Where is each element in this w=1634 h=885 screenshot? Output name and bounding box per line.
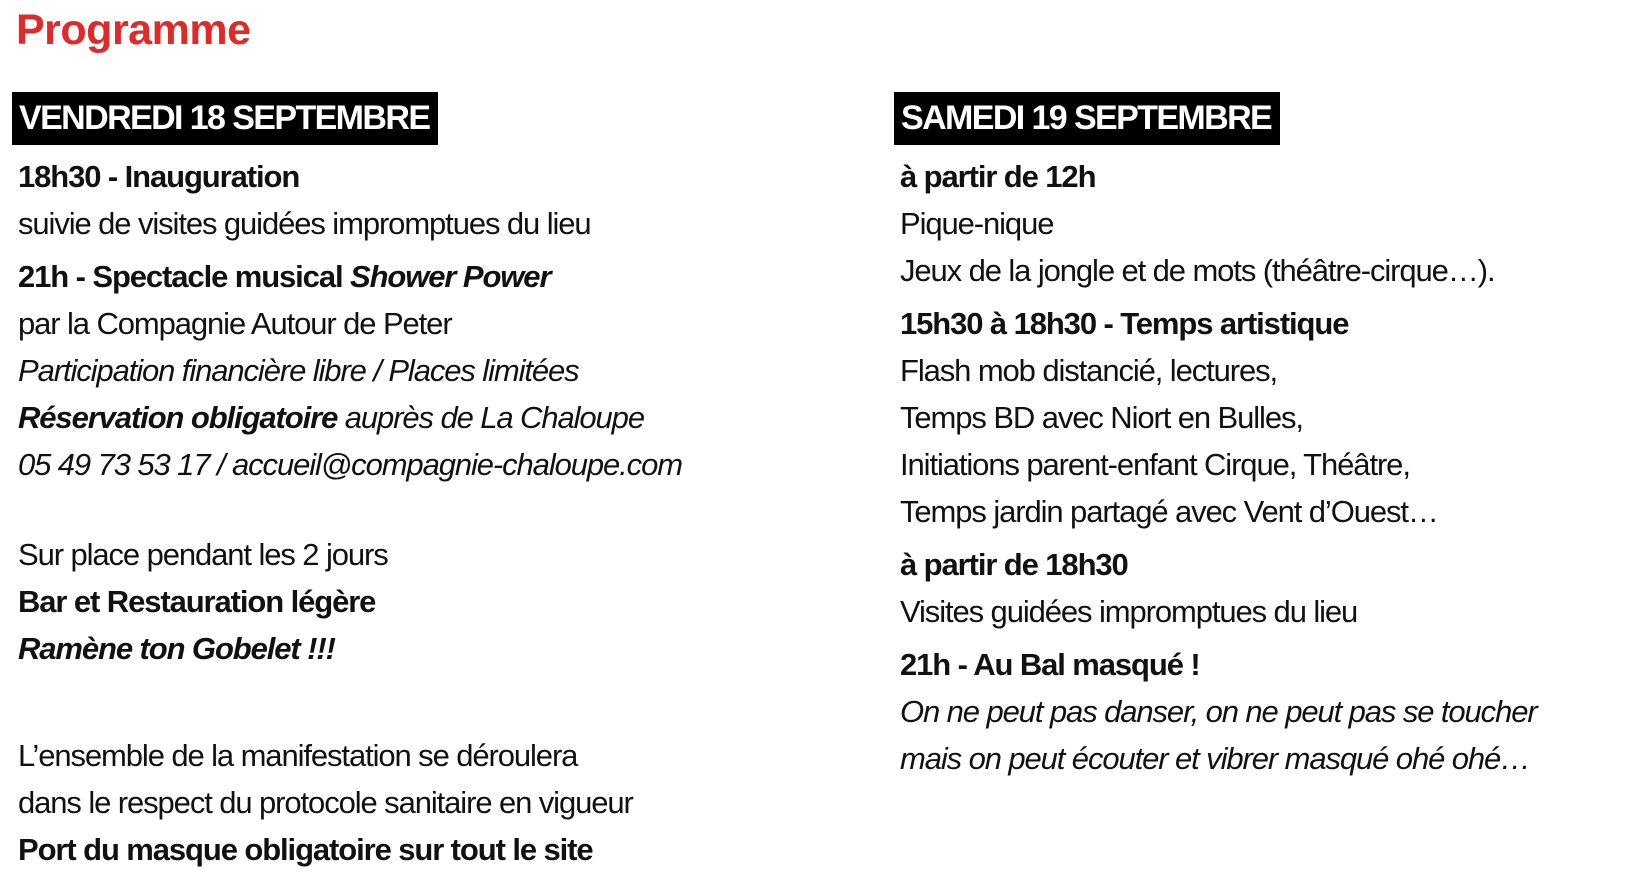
ball-title: 21h - Au Bal masqué ! xyxy=(900,647,1200,682)
evening-time: à partir de 18h30 xyxy=(900,547,1128,582)
show-title xyxy=(18,253,812,300)
saturday-schedule xyxy=(900,153,1624,782)
ball-description-2: mais on peut écouter et vibrer masqué ohé ohé… xyxy=(900,741,1531,776)
friday-schedule xyxy=(18,153,812,873)
inauguration-description: suivie de visites guidées impromptues du lieu xyxy=(18,206,591,241)
ball-description-1: On ne peut pas danser, on ne peut pas se toucher xyxy=(900,694,1537,729)
participation-note: Participation financière libre / Places limitées xyxy=(18,353,579,388)
show-company: par la Compagnie Autour de Peter xyxy=(18,306,452,341)
friday-column xyxy=(12,92,812,873)
inauguration-time: 18h30 - Inauguration xyxy=(18,159,300,194)
bar-note: Bar et Restauration légère xyxy=(18,584,376,619)
friday-heading: VENDREDI 18 SEPTEMBRE xyxy=(12,92,438,145)
contact-info: 05 49 73 53 17 / accueil@compagnie-chaloupe.com xyxy=(18,447,682,482)
games: Jeux de la jongle et de mots (théâtre-cirque…). xyxy=(900,253,1495,288)
artistic-line-3: Initiations parent-enfant Cirque, Théâtre, xyxy=(900,447,1410,482)
gobelet-note: Ramène ton Gobelet !!! xyxy=(18,631,335,666)
mask-notice: Port du masque obligatoire sur tout le site xyxy=(18,832,593,867)
artistic-time: 15h30 à 18h30 - Temps artistique xyxy=(900,306,1349,341)
noon-time: à partir de 12h xyxy=(900,159,1096,194)
artistic-line-1: Flash mob distancié, lectures, xyxy=(900,353,1278,388)
saturday-heading: SAMEDI 19 SEPTEMBRE xyxy=(894,92,1280,145)
picnic: Pique-nique xyxy=(900,206,1054,241)
reservation-note xyxy=(18,394,812,441)
sanitary-line-1: L’ensemble de la manifestation se déroulera xyxy=(18,738,578,773)
evening-description: Visites guidées impromptues du lieu xyxy=(900,594,1358,629)
artistic-line-2: Temps BD avec Niort en Bulles, xyxy=(900,400,1303,435)
onsite-note: Sur place pendant les 2 jours xyxy=(18,537,388,572)
reservation-required: Réservation obligatoire xyxy=(18,400,338,435)
page-title: Programme xyxy=(16,6,251,54)
show-title-name: Shower Power xyxy=(350,259,551,294)
artistic-line-4: Temps jardin partagé avec Vent d’Ouest… xyxy=(900,494,1438,529)
sanitary-line-2: dans le respect du protocole sanitaire en vigueur xyxy=(18,785,633,820)
reservation-place: auprès de La Chaloupe xyxy=(337,400,644,435)
show-title-prefix: 21h - Spectacle musical xyxy=(18,259,350,294)
saturday-column xyxy=(894,92,1624,782)
